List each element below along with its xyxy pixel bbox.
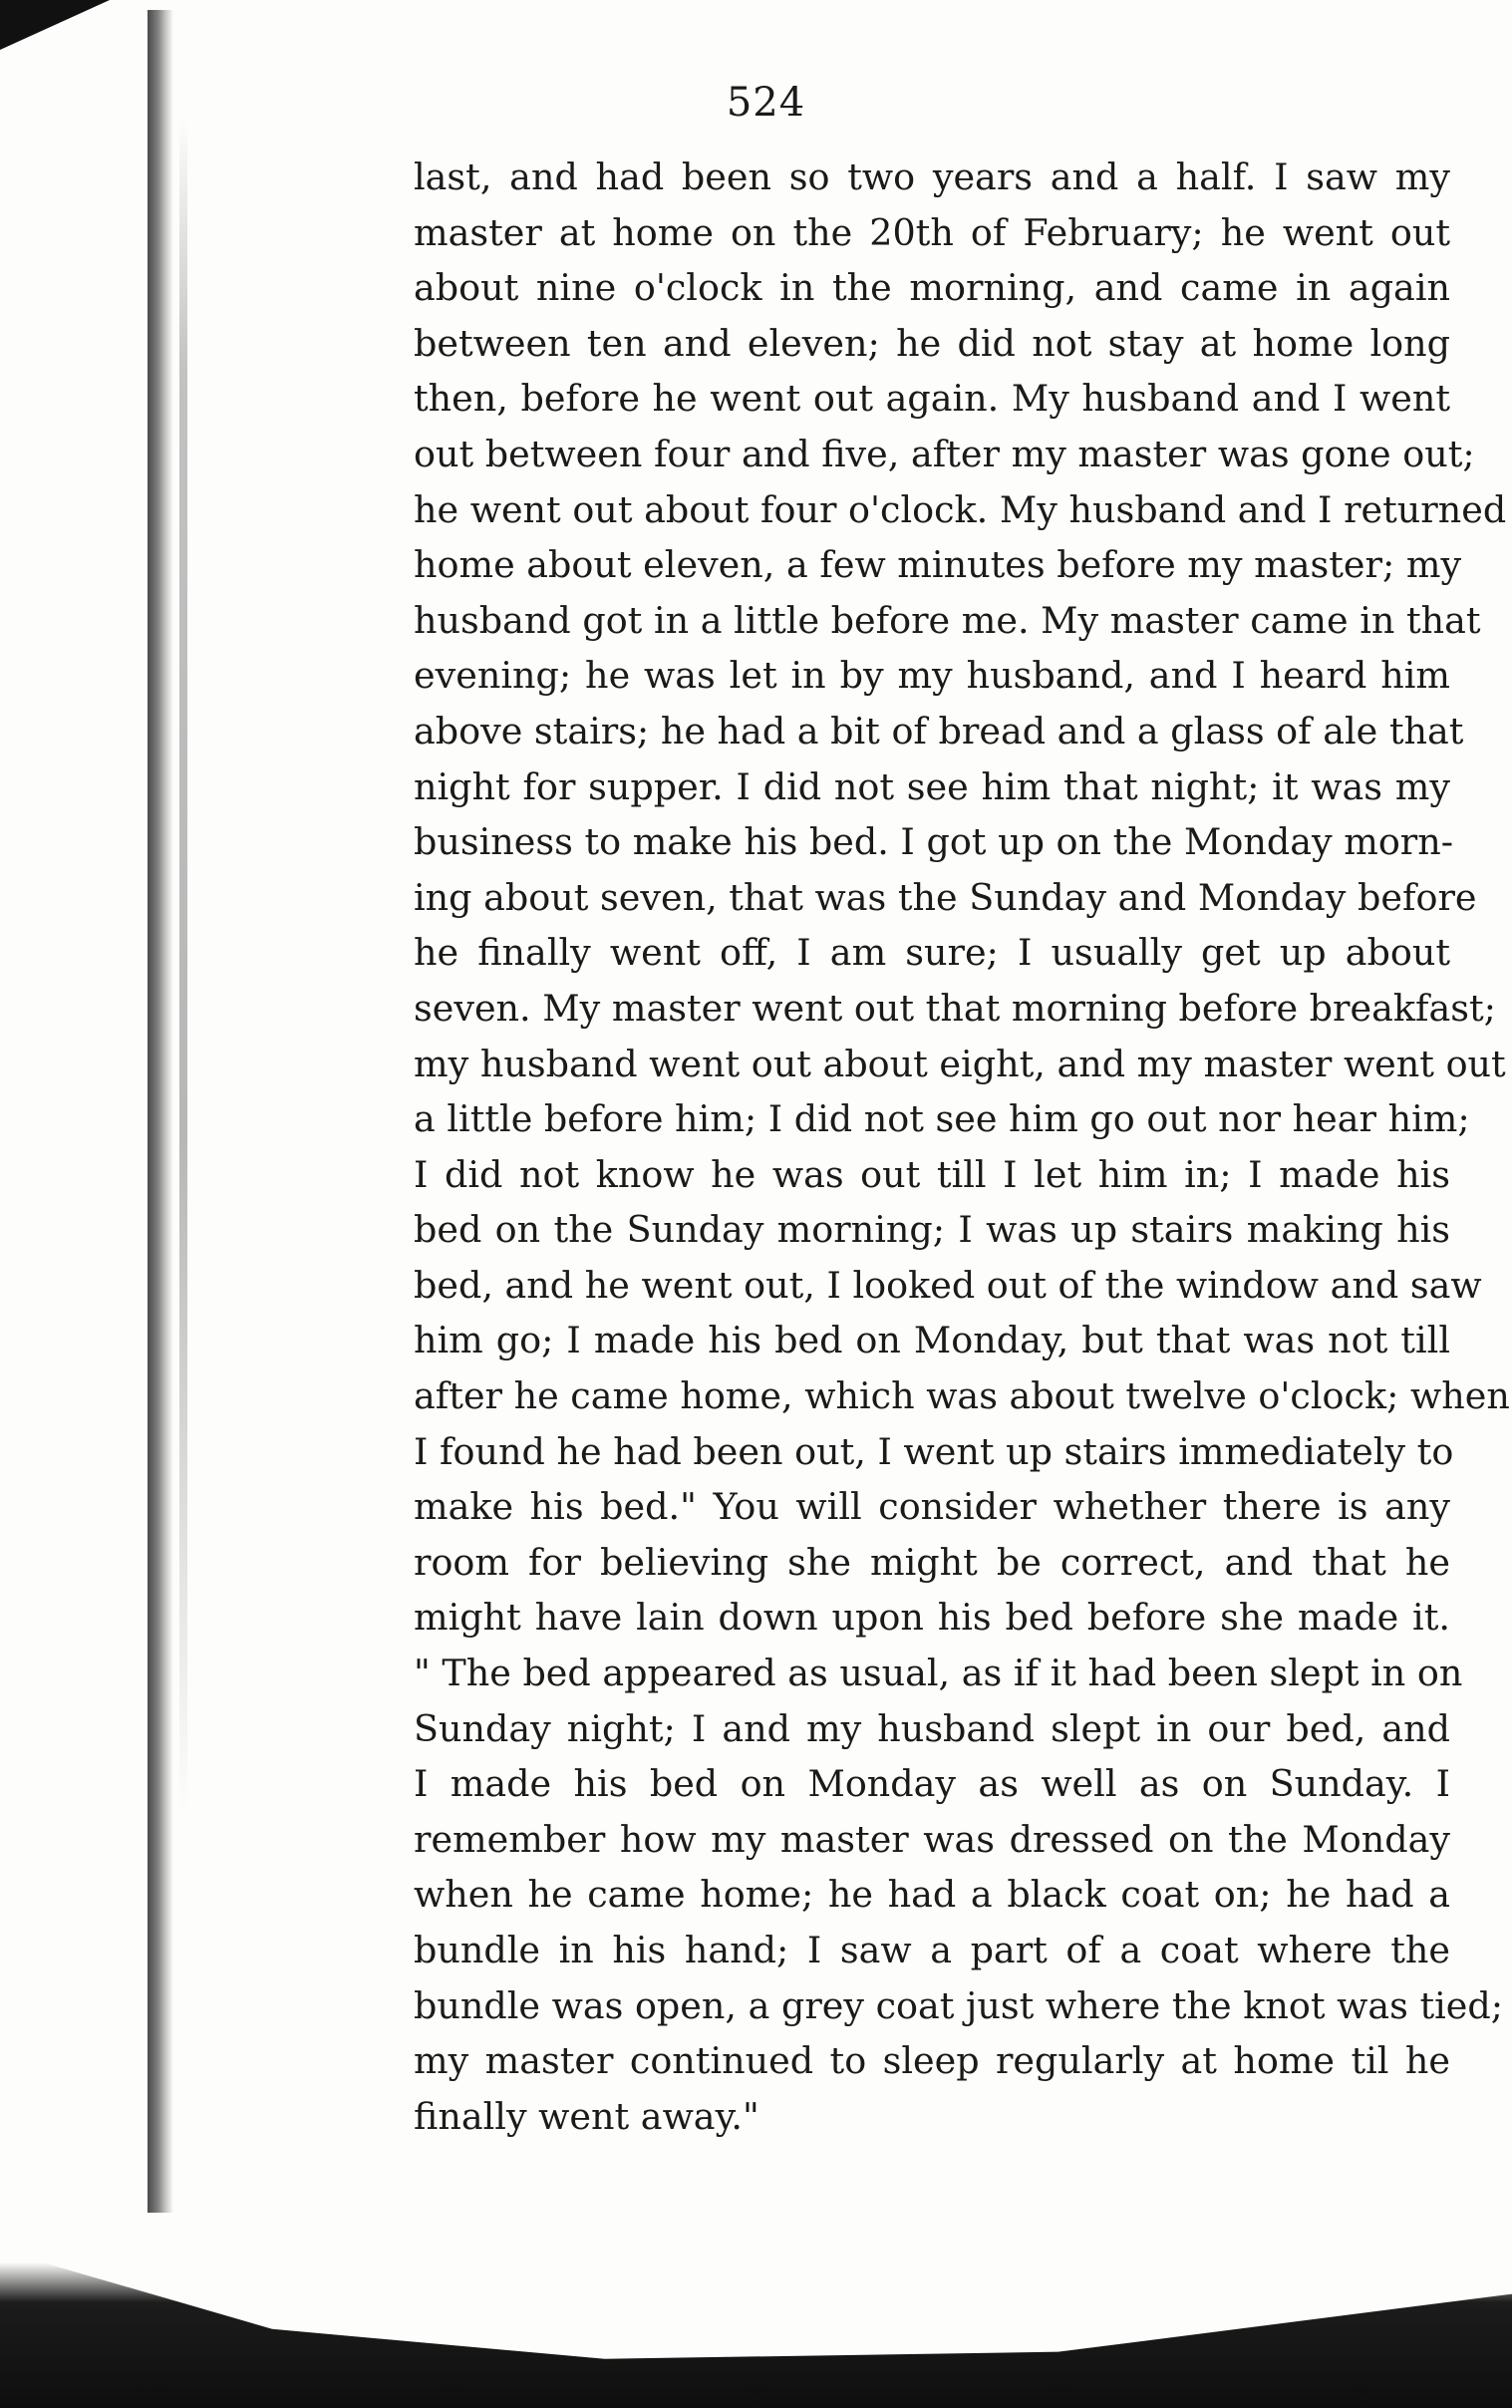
text-line: between ten and eleven; he did not stay at home long bbox=[414, 321, 1450, 365]
page-binding-gutter bbox=[0, 0, 214, 2408]
text-line: make his bed." You will consider whether there is any bbox=[414, 1485, 1450, 1529]
spine-shadow-inner bbox=[179, 120, 187, 1814]
dark-corner-shadow bbox=[0, 0, 110, 50]
text-line: out between four and five, after my master was gone out; bbox=[414, 432, 1475, 475]
text-line: remember how my master was dressed on the Monday bbox=[414, 1817, 1450, 1861]
text-line: bundle in his hand; I saw a part of a coat where the bbox=[414, 1929, 1450, 1971]
text-line: he finally went off, I am sure; I usually get up about bbox=[414, 931, 1450, 975]
text-line: night for supper. I did not see him that night; it was my bbox=[414, 764, 1450, 808]
bottom-scan-shadow bbox=[0, 2233, 1512, 2408]
text-line: might have lain down upon his bed before she made it. bbox=[414, 1596, 1450, 1640]
text-line: him go; I made his bed on Monday, but that was not till bbox=[414, 1319, 1450, 1362]
text-line: seven. My master went out that morning before breakfast; bbox=[414, 986, 1496, 1030]
text-line: a little before him; I did not see him go out nor hear him; bbox=[414, 1097, 1470, 1141]
text-line: bed, and he went out, I looked out of the window and saw bbox=[414, 1263, 1482, 1307]
text-line: evening; he was let in by my husband, and I heard him bbox=[414, 654, 1450, 698]
text-line: he went out about four o'clock. My husband and I returned bbox=[414, 487, 1507, 531]
page-number: 524 bbox=[726, 80, 806, 126]
text-line: last, and had been so two years and a half. I saw my bbox=[414, 155, 1450, 198]
text-line: when he came home; he had a black coat on; he had a bbox=[414, 1873, 1450, 1917]
text-line: master at home on the 20th of February; he went out bbox=[414, 210, 1450, 254]
text-line: I did not know he was out till I let him in; I made his bbox=[414, 1152, 1450, 1196]
text-line: I found he had been out, I went up stairs immediately to bbox=[414, 1429, 1454, 1473]
text-line: business to make his bed. I got up on the Monday morn- bbox=[414, 820, 1454, 864]
text-line: I made his bed on Monday as well as on Sunday. I bbox=[414, 1762, 1450, 1806]
text-line: ing about seven, that was the Sunday and Monday before bbox=[414, 875, 1477, 919]
text-line: home about eleven, a few minutes before my master; my bbox=[414, 543, 1462, 587]
text-line: Sunday night; I and my husband slept in our bed, and bbox=[414, 1706, 1450, 1750]
text-line: husband got in a little before me. My master came in that bbox=[414, 598, 1481, 642]
text-line: bundle was open, a grey coat just where the knot was tied; bbox=[414, 1983, 1504, 2027]
text-line: my master continued to sleep regularly at home til he bbox=[414, 2039, 1450, 2083]
text-line: my husband went out about eight, and my master went out bbox=[414, 1042, 1506, 1085]
text-line: after he came home, which was about twelve o'clock; when bbox=[414, 1374, 1510, 1418]
text-line: finally went away." bbox=[414, 2094, 759, 2138]
text-line: " The bed appeared as usual, as if it had been slept in on bbox=[414, 1652, 1463, 1695]
text-line: bed on the Sunday morning; I was up stairs making his bbox=[414, 1208, 1450, 1252]
text-line: about nine o'clock in the morning, and came in again bbox=[414, 266, 1450, 310]
text-line: then, before he went out again. My husband and I went bbox=[414, 377, 1450, 421]
text-line: above stairs; he had a bit of bread and a glass of ale that bbox=[414, 709, 1464, 752]
body-text bbox=[414, 150, 1510, 2144]
spine-shadow bbox=[148, 10, 173, 2213]
text-line: room for believing she might be correct, and that he bbox=[414, 1540, 1450, 1584]
